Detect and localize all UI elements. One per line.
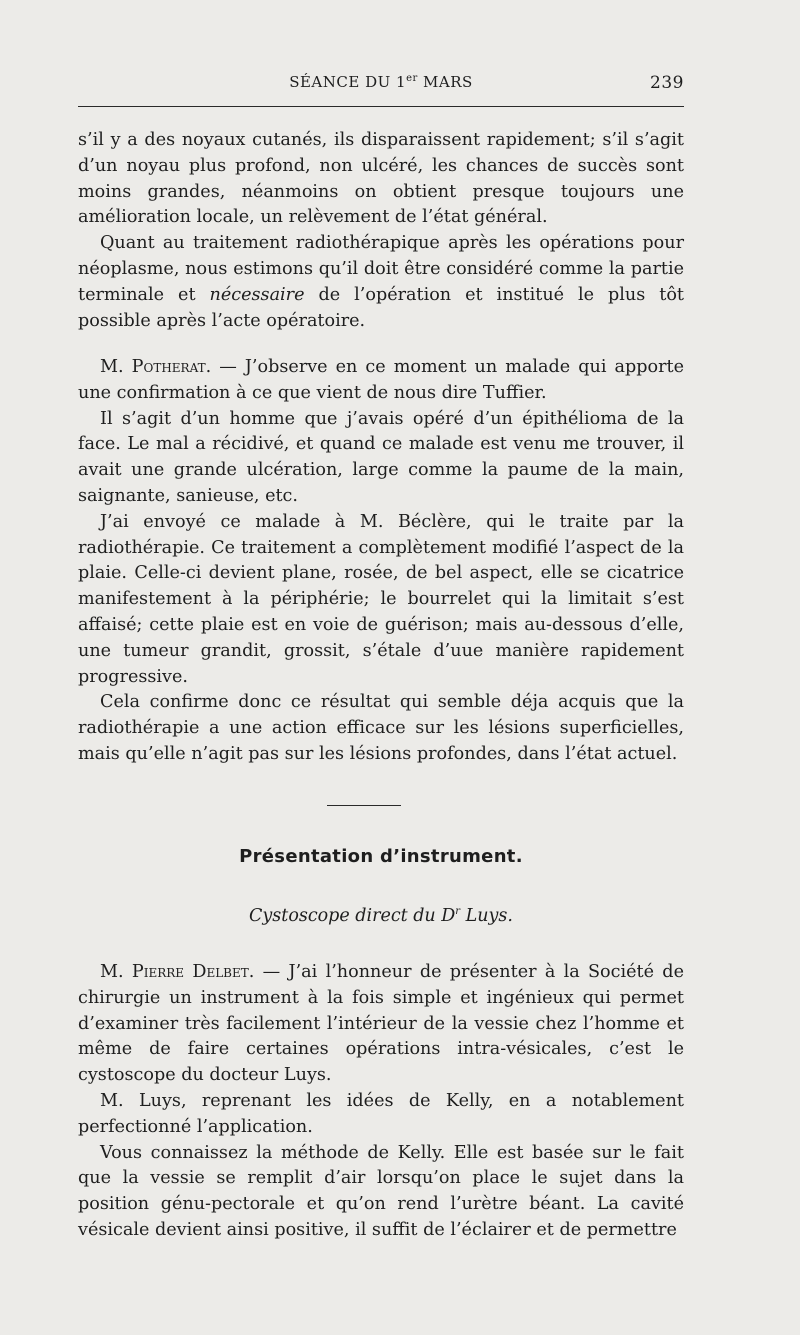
paragraph: J’ai envoyé ce malade à M. Béclère, qui le traite par la radiothérapie. Ce traitement a complètement modifié l’aspect de la plaie. Celle-ci devient plane, rosée, de bel aspect, elle se cicatrice manifestement à la périphérie; le bourrelet qui la limitait s’est affaisé; cette plaie est en voie de guérison; mais au-dessous d’elle, une tumeur grandit, grossit, s’étale d’uue manière rapidement progressive. [78, 511, 684, 687]
running-header [78, 73, 684, 97]
paragraph: Il s’agit d’un homme que j’avais opéré d’un épithélioma de la face. Le mal a récidivé, et quand ce malade est venu me trouver, il avait une grande ulcération, large comme la paume de la main, saignante, sanieuse, etc. [78, 408, 684, 506]
section-separator [327, 805, 401, 806]
paragraph: Quant au traitement radiothérapique après les opérations pour néoplasme, nous estimons qu’il doit être considéré comme la partie terminale et nécessaire de l’opération et institué le plus tôt possible après l’acte opératoire. [78, 233, 684, 331]
paragraph: s’il y a des noyaux cutanés, ils disparaissent rapidement; s’il s’agit d’un noyau plus profond, non ulcéré, les chances de succès sont moins grandes, néanmoins on obtient presque toujours une amélioration locale, un relèvement de l’état général. [78, 130, 684, 228]
text-block-3 [78, 960, 684, 1244]
paragraph: M. Luys, reprenant les idées de Kelly, en a notablement perfectionné l’application. [78, 1090, 684, 1137]
paragraph: Vous connaissez la méthode de Kelly. Elle est basée sur le fait que la vessie se remplit d’air lorsqu’on place le sujet dans la position génu-pectorale et qu’on rend l’urètre béant. La cavité vésicale devient ainsi positive, il suffit de l’éclairer et de permettre [78, 1142, 684, 1240]
section-heading: Présentation d’instrument. [239, 846, 523, 867]
speaker-name: M. Potherat. [100, 357, 212, 377]
section-subheading: Cystoscope direct du $D^r$ Luys. [249, 906, 513, 926]
header-rule [78, 106, 684, 107]
emphasis: nécessaire [209, 284, 305, 305]
text-block-1 [78, 128, 684, 334]
running-title: SÉANCE DU 1er MARS [289, 73, 473, 91]
paragraph: Cela confirme donc ce résultat qui semble déja acquis que la radiothérapie a une action efficace sur les lésions superficielles, mais qu’elle n’agit pas sur les lésions profondes, dans l’état actuel. [78, 692, 684, 764]
text-block-2 [78, 355, 684, 768]
paragraph: M. Pierre Delbet. — J’ai l’honneur de présenter à la Société de chirurgie un instrument à la fois simple et ingénieux qui permet d’examiner très facilement l’intérieur de la vessie chez l’homme et même de faire certaines opérations intra-vésicales, c’est le cystoscope du docteur Luys. [78, 962, 684, 1086]
page-number: 239 [650, 73, 684, 93]
speaker-name: M. Pierre Delbet. [100, 962, 255, 982]
paragraph: M. Potherat. — J’observe en ce moment un malade qui apporte une confirmation à ce que vient de nous dire Tuffier. [78, 357, 684, 403]
